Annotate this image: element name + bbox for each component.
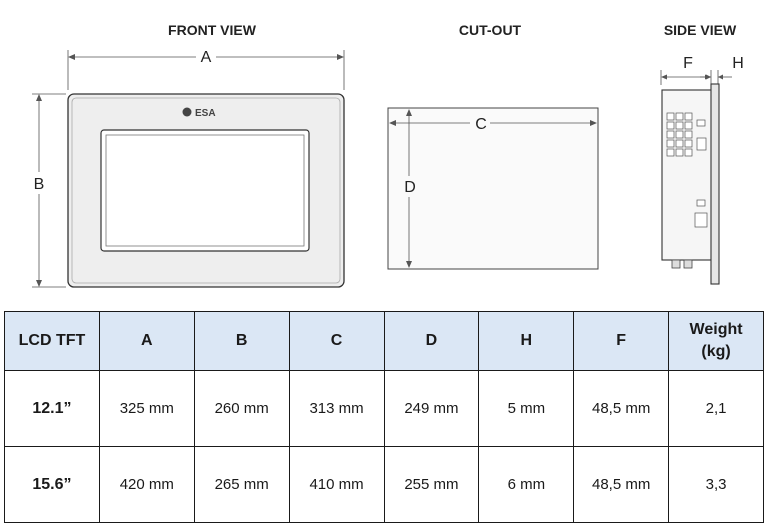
table-row bbox=[5, 371, 764, 447]
cell-d: 249 mm bbox=[384, 371, 479, 447]
header-lcd-tft: LCD TFT bbox=[5, 312, 100, 371]
cell-b: 260 mm bbox=[194, 371, 289, 447]
specs-table bbox=[4, 311, 764, 523]
header-weight bbox=[669, 312, 764, 371]
cell-a: 325 mm bbox=[99, 371, 194, 447]
logo-mark bbox=[183, 108, 192, 117]
cell-d: 255 mm bbox=[384, 447, 479, 523]
cutout-dim-c-label: C bbox=[475, 116, 487, 133]
header-d: D bbox=[384, 312, 479, 371]
table-header-row bbox=[5, 312, 764, 371]
row-model: 12.1” bbox=[5, 371, 100, 447]
row-model: 15.6” bbox=[5, 447, 100, 523]
cell-c: 313 mm bbox=[289, 371, 384, 447]
cutout-dim-d-label: D bbox=[404, 179, 416, 196]
cell-a: 420 mm bbox=[99, 447, 194, 523]
front-screen bbox=[101, 130, 309, 251]
header-f: F bbox=[574, 312, 669, 371]
cutout-view bbox=[388, 108, 598, 269]
cell-weight: 2,1 bbox=[669, 371, 764, 447]
cell-h: 5 mm bbox=[479, 371, 574, 447]
side-view-title: SIDE VIEW bbox=[663, 22, 737, 38]
front-logo: ESA bbox=[195, 108, 216, 119]
header-a: A bbox=[99, 312, 194, 371]
header-c: C bbox=[289, 312, 384, 371]
table-row bbox=[5, 447, 764, 523]
side-bezel bbox=[711, 84, 719, 284]
front-view-title: FRONT VIEW bbox=[168, 22, 256, 38]
header-b: B bbox=[194, 312, 289, 371]
side-dim-h-label: H bbox=[732, 55, 744, 72]
cell-h: 6 mm bbox=[479, 447, 574, 523]
cell-f: 48,5 mm bbox=[574, 447, 669, 523]
cutout-title: CUT-OUT bbox=[458, 22, 522, 38]
side-dim-f-label: F bbox=[683, 55, 693, 72]
front-dim-b-label: B bbox=[33, 176, 45, 193]
cell-c: 410 mm bbox=[289, 447, 384, 523]
side-view bbox=[661, 55, 744, 284]
front-dim-a-label: A bbox=[200, 49, 212, 66]
cell-f: 48,5 mm bbox=[574, 371, 669, 447]
cell-weight: 3,3 bbox=[669, 447, 764, 523]
header-weight-line2: (kg) bbox=[701, 343, 731, 360]
cutout-rect bbox=[388, 108, 598, 269]
cell-b: 265 mm bbox=[194, 447, 289, 523]
header-h: H bbox=[479, 312, 574, 371]
header-weight-line1: Weight bbox=[689, 321, 743, 338]
front-view bbox=[32, 49, 344, 287]
